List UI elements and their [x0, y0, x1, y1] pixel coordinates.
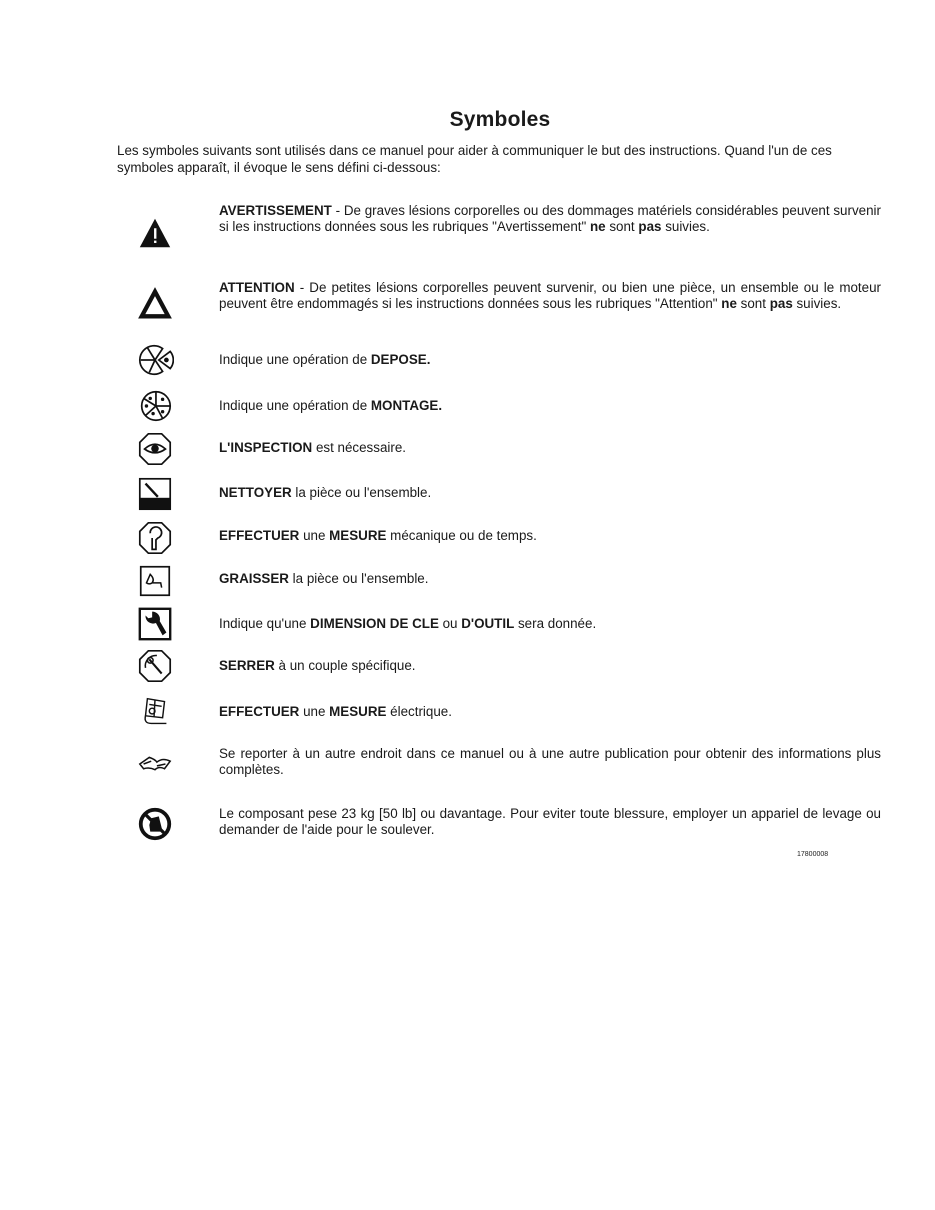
symbol-row-inspection [135, 429, 895, 469]
symbol-row-mechanical-measure [135, 518, 895, 558]
electrical-measure-icon [135, 692, 175, 732]
symbol-keyword: NETTOYER [219, 485, 292, 500]
symbol-keyword: DIMENSION DE CLE [310, 616, 439, 631]
symbol-keyword: DEPOSE. [370, 352, 431, 367]
symbol-text: Indique une opération de [219, 398, 371, 413]
symbol-text: - De graves lésions corporelles ou des dommages matériels considérables peuvent survenir si les instructions données sous les rubriques "Avertissement" [219, 203, 881, 234]
symbol-keyword: MONTAGE. [370, 398, 443, 413]
symbol-row-grease [135, 561, 895, 601]
mechanical-measure-icon [135, 518, 175, 558]
symbol-description [219, 528, 881, 544]
symbol-text: sont [736, 296, 770, 311]
symbol-description [219, 704, 881, 720]
reference-book-icon [135, 744, 175, 784]
symbol-keyword: AVERTISSEMENT [219, 203, 332, 218]
symbol-text: une [299, 528, 330, 543]
symbol-text: à un couple spécifique. [274, 658, 416, 673]
symbol-row-warning [135, 203, 895, 253]
symbol-description [219, 440, 881, 456]
symbol-text: sera donnée. [514, 616, 597, 631]
heavy-lift-icon [135, 804, 175, 844]
symbol-description [219, 616, 881, 632]
symbol-keyword: EFFECTUER [219, 528, 300, 543]
symbol-description [219, 485, 881, 501]
symbol-text: Indique une opération de [219, 352, 371, 367]
symbol-keyword: D'OUTIL [461, 616, 515, 631]
symbol-text: suivies. [792, 296, 842, 311]
symbol-text: une [299, 704, 330, 719]
symbol-description [219, 203, 881, 235]
symbol-text: électrique. [386, 704, 452, 719]
symbol-description [219, 398, 881, 414]
symbol-text: sont [605, 219, 639, 234]
symbol-description [219, 352, 881, 368]
caution-outline-triangle-icon [135, 283, 175, 323]
symbol-text: ou [438, 616, 462, 631]
symbol-keyword: GRAISSER [219, 571, 289, 586]
symbol-keyword: ATTENTION [219, 280, 295, 295]
removal-pie-icon [135, 340, 175, 380]
symbol-text: suivies. [661, 219, 710, 234]
symbol-text: la pièce ou l'ensemble. [291, 485, 432, 500]
symbol-row-torque [135, 646, 895, 686]
assembly-pie-icon [135, 386, 175, 426]
symbol-text: Se reporter à un autre endroit dans ce manuel ou à une autre publication pour obtenir des informations plus complètes. [219, 746, 881, 777]
symbol-row-reference [135, 744, 895, 784]
symbol-keyword: ne [589, 219, 606, 234]
symbol-row-removal [135, 340, 895, 380]
symbol-row-wrench [135, 604, 895, 644]
page-title: Symboles [449, 108, 551, 131]
symbol-row-heavy-lift [135, 804, 895, 844]
document-number: 17800008 [797, 851, 829, 858]
symbol-description [219, 746, 881, 778]
symbol-text: est nécessaire. [312, 440, 406, 455]
symbol-text: la pièce ou l'ensemble. [288, 571, 429, 586]
warning-filled-triangle-icon [135, 213, 175, 253]
clean-brush-icon [135, 474, 175, 514]
symbol-keyword: EFFECTUER [219, 704, 300, 719]
symbol-row-assembly [135, 386, 895, 426]
symbol-keyword: MESURE [329, 528, 387, 543]
symbol-row-clean [135, 474, 895, 514]
symbol-keyword: SERRER [219, 658, 275, 673]
symbol-row-electrical-measure [135, 692, 895, 732]
symbol-description [219, 571, 881, 587]
symbol-text: Indique qu'une [219, 616, 311, 631]
intro-paragraph: Les symboles suivants sont utilisés dans ce manuel pour aider à communiquer le but des instructions. Quand l'un de ces symboles apparaît, il évoque le sens défini ci-dessous: [117, 143, 832, 175]
symbol-text: Le composant pese 23 kg [50 lb] ou davantage. Pour eviter toute blessure, employer un appariel de levage ou demander de l'aide pour le soulever. [219, 806, 881, 837]
symbol-row-caution [135, 280, 895, 323]
symbol-keyword: L'INSPECTION [219, 440, 313, 455]
symbol-description [219, 280, 881, 312]
symbol-description [219, 658, 881, 674]
symbol-keyword: pas [638, 219, 662, 234]
inspection-eye-icon [135, 429, 175, 469]
wrench-icon [135, 604, 175, 644]
symbol-text: - De petites lésions corporelles peuvent survenir, ou bien une pièce, un ensemble ou le moteur peuvent être endommagés si les instructions données sous les rubriques "Attention" [219, 280, 881, 311]
torque-icon [135, 646, 175, 686]
grease-icon [135, 561, 175, 601]
symbol-text: mécanique ou de temps. [386, 528, 537, 543]
symbol-keyword: MESURE [329, 704, 387, 719]
symbol-keyword: pas [769, 296, 793, 311]
symbol-description [219, 806, 881, 838]
symbol-keyword: ne [721, 296, 737, 311]
